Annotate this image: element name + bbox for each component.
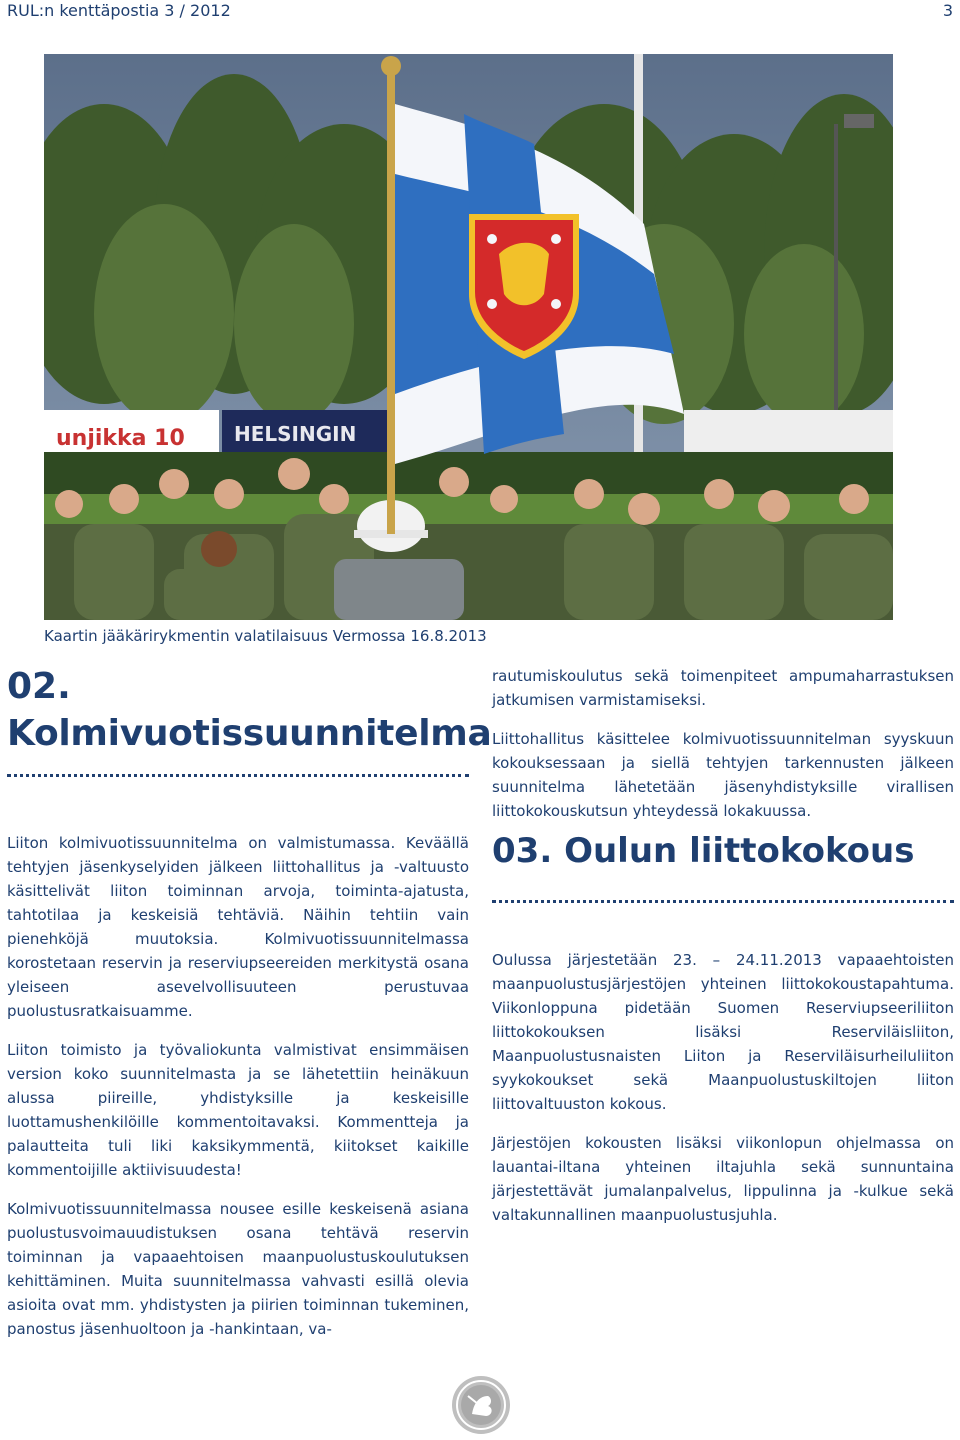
lion-seal-icon (450, 1374, 512, 1436)
section-divider (492, 900, 954, 903)
section3-body (492, 948, 954, 1242)
section-title: Kolmivuotissuunnitelma (7, 713, 492, 754)
paragraph: rautumiskoulutus sekä toimenpiteet ampumaharrastuksen jatkumisen varmistamiseksi. (492, 667, 954, 709)
paragraph: Järjestöjen kokousten lisäksi viikonlopun ohjelmassa on lauantai-iltana yhteinen iltajuhla sekä sunnuntaina järjestettävät jumalanpalvelus, lippulinna ja -kulkue sekä valtakunnallinen maanpuolustusjuhla. (492, 1134, 954, 1224)
paragraph: Kolmivuotissuunnitelmassa nousee esille keskeisenä asiana puolustusvoimauudistuksen osana tehtävä reservin toiminnan ja vapaaehtoisen maanpuolustuskoulutuksen kehittäminen. Muita suunnitelmassa vahvasti esillä olevia asioita ovat mm. yhdistysten ja piirien toiminnan tukeminen, panostus jäsenhuoltoon ja -hankintaan, va- (7, 1200, 469, 1338)
paragraph: Liittohallitus käsittelee kolmivuotissuunnitelman syyskuun kokouksessaan ja siellä tehtyjen tarkennusten jälkeen suunnitelma lähetetään jäsenyhdistyksille virallisen liittokokouskutsun yhteydessä lokakuussa. (492, 730, 954, 820)
paragraph: Liiton kolmivuotissuunnitelma on valmistumassa. Keväällä tehtyjen jäsenkyselyiden jälkeen liittohallitus ja -valtuusto käsittelivät liiton toiminnan arvoja, toiminta-ajatusta, tahtotilaa ja keskeisiä tehtäviä. Näihin tehtiin vain pienehköjä muutoksia. Kolmivuotissuunnitelmassa korostetaan reservin ja reserviupseereiden merkitystä osana yleiseen asevelvollisuuteen perustuvaa puolustusratkaisuamme. (7, 834, 469, 1020)
paragraph: Oulussa järjestetään 23. – 24.11.2013 vapaaehtoisten maanpuolustusjärjestöjen yhteinen liittokokoustapahtuma. Viikonloppuna pidetään Suomen Reserviupseeriliiton liittokokouksen lisäksi Reserviläisliiton, Maanpuolustusnaisten Liiton ja Reserviläisurheiluliiton syykokoukset sekä Maanpuolustuskiltojen liiton liittovaltuuston kokous. (492, 951, 954, 1113)
section-divider (7, 774, 469, 777)
paragraph: Liiton toimisto ja työvaliokunta valmistivat ensimmäisen version koko suunnitelmasta ja se lähetettiin heinäkuun alussa piireille, yhdistyksille ja keskeisille luottamushenkilöille kommentoitavaksi. Kommentteja ja palautteita tuli liki kaksikymmentä, kiitokset kaikille kommentoijille aktiivisuudesta! (7, 1041, 469, 1179)
section3-title: 03. Oulun liittokokous (492, 831, 915, 871)
publication-title: RUL:n kenttäpostia 3 / 2012 (7, 1, 231, 20)
photo-caption: Kaartin jääkärirykmentin valatilaisuus Vermossa 16.8.2013 (44, 627, 487, 645)
page-number: 3 (942, 1, 953, 20)
flag-ceremony-photo (44, 54, 893, 620)
sign-center-text: HELSINGIN (234, 422, 357, 446)
section2-body-continued (492, 664, 954, 838)
section-number: 02. (7, 666, 71, 707)
section2-body (7, 831, 469, 1356)
sign-left-text: unjikka 10 (56, 426, 185, 451)
